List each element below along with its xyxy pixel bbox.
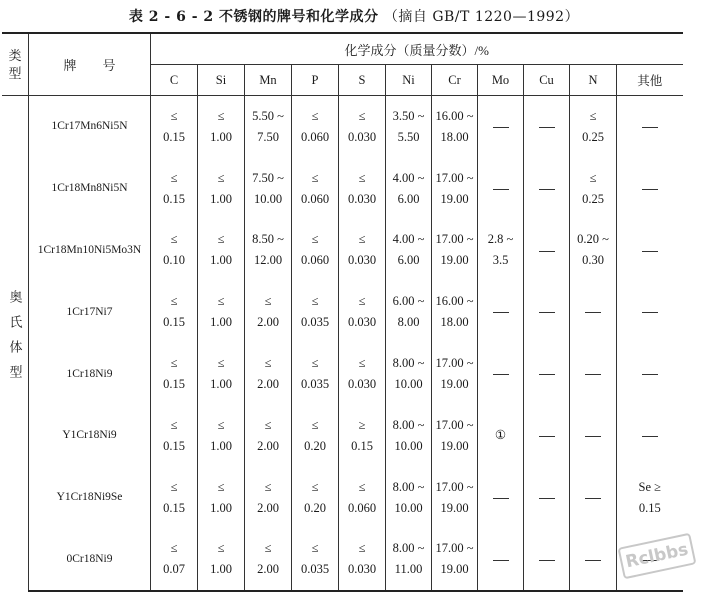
table-row: [2, 467, 683, 529]
value-bound: 8.00 ~: [392, 479, 425, 494]
value-bound: ≤: [589, 108, 597, 123]
value-bound: ≥: [358, 417, 366, 432]
value-cell: [386, 405, 432, 467]
type-cell: [2, 96, 29, 592]
value-number: 18.00: [440, 129, 469, 144]
dash-mark: [539, 374, 555, 375]
element-header: P: [292, 65, 339, 96]
value-cell: [386, 467, 432, 529]
value-cell: [432, 158, 478, 220]
value-number: 6.00: [397, 191, 420, 206]
value-number: 5.50: [397, 129, 420, 144]
value-cell: [617, 220, 683, 282]
dash-mark: [642, 251, 658, 252]
value-number: 0.30: [582, 253, 604, 268]
value-cell: [432, 343, 478, 405]
value-bound: 8.50 ~: [252, 232, 284, 247]
value-cell: [478, 158, 524, 220]
value-number: 10.00: [394, 377, 423, 392]
value-number: 0.030: [347, 315, 377, 330]
value-number: 0.15: [163, 129, 185, 144]
grade-cell: 0Cr18Ni9: [29, 529, 151, 592]
value-cell: [570, 158, 617, 220]
value-bound: ≤: [358, 541, 366, 556]
grade-cell: 1Cr17Ni7: [29, 281, 151, 343]
value-cell: [524, 467, 570, 529]
value-number: 3.5: [492, 253, 509, 268]
table-row: [2, 343, 683, 405]
value-number: 2.00: [257, 562, 279, 577]
dash-mark: [585, 560, 601, 561]
value-cell: [151, 96, 198, 158]
value-number: 7.50: [257, 129, 279, 144]
element-header: Cu: [524, 65, 570, 96]
value-bound: 17.00 ~: [435, 479, 474, 494]
value-bound: ≤: [217, 108, 225, 123]
value-cell: [198, 467, 245, 529]
table-row: [2, 281, 683, 343]
composition-table: [2, 32, 683, 592]
value-cell: [292, 158, 339, 220]
value-number: 19.00: [440, 191, 469, 206]
value-number: 0.10: [163, 253, 185, 268]
value-cell: [524, 281, 570, 343]
value-bound: 2.8 ~: [487, 232, 514, 247]
value-number: 0.035: [300, 562, 330, 577]
grade-cell: 1Cr18Mn10Ni5Mo3N: [29, 220, 151, 282]
table-title: [0, 6, 708, 26]
value-cell: [478, 96, 524, 158]
value-number: 1.00: [210, 191, 232, 206]
value-number: 0.060: [300, 191, 330, 206]
element-header: Ni: [386, 65, 432, 96]
value-cell: [570, 467, 617, 529]
value-bound: ≤: [264, 417, 272, 432]
value-number: 1.00: [210, 315, 232, 330]
value-number: 6.00: [397, 253, 420, 268]
dash-mark: [585, 312, 601, 313]
value-cell: [524, 529, 570, 592]
type-label: 奥氏体型: [7, 290, 23, 391]
value-bound: ≤: [170, 108, 178, 123]
value-cell: [478, 405, 524, 467]
value-bound: 17.00 ~: [435, 170, 474, 185]
value-cell: [570, 220, 617, 282]
value-bound: ≤: [358, 108, 366, 123]
value-cell: [570, 529, 617, 592]
value-cell: [245, 281, 292, 343]
value-cell: [524, 343, 570, 405]
value-cell: [617, 96, 683, 158]
value-number: 8.00: [397, 315, 420, 330]
dash-mark: [493, 560, 509, 561]
value-number: 0.060: [300, 253, 330, 268]
value-number: 0.030: [347, 129, 377, 144]
value-bound: ≤: [264, 356, 272, 371]
value-bound: ≤: [311, 417, 319, 432]
dash-mark: [493, 498, 509, 499]
value-cell: [570, 405, 617, 467]
table-row: [2, 220, 683, 282]
value-bound: ≤: [311, 170, 319, 185]
value-cell: [339, 281, 386, 343]
value-cell: [339, 405, 386, 467]
element-header: Mo: [478, 65, 524, 96]
element-header: Mn: [245, 65, 292, 96]
value-cell: [198, 158, 245, 220]
value-number: 2.00: [257, 438, 279, 453]
dash-mark: [539, 127, 555, 128]
value-cell: [198, 281, 245, 343]
value-number: 19.00: [440, 377, 469, 392]
table-row: [2, 405, 683, 467]
value-bound: 5.50 ~: [252, 108, 284, 123]
element-header: Si: [198, 65, 245, 96]
value-number: 0.030: [347, 191, 377, 206]
value-bound: 16.00 ~: [435, 108, 474, 123]
dash-mark: [539, 189, 555, 190]
value-number: 0.15: [163, 438, 185, 453]
table-title-main: 表 2 - 6 - 2 不锈钢的牌号和化学成分: [128, 9, 379, 25]
value-bound: 8.00 ~: [392, 356, 425, 371]
value-number: 0.15: [163, 315, 185, 330]
value-number: 2.00: [257, 377, 279, 392]
value-bound: ≤: [311, 356, 319, 371]
grade-cell: Y1Cr18Ni9: [29, 405, 151, 467]
dash-mark: [585, 498, 601, 499]
value-number: 2.00: [257, 315, 279, 330]
value-bound: ≤: [217, 232, 225, 247]
dash-mark: [642, 374, 658, 375]
value-bound: ≤: [264, 294, 272, 309]
dash-mark: [585, 436, 601, 437]
dash-mark: [493, 312, 509, 313]
value-number: 1.00: [210, 562, 232, 577]
value-cell: [151, 281, 198, 343]
value-number: 12.00: [253, 253, 283, 268]
value-bound: ≤: [311, 108, 319, 123]
value-cell: [339, 96, 386, 158]
value-cell: [292, 96, 339, 158]
value-bound: ≤: [264, 479, 272, 494]
value-cell: [339, 529, 386, 592]
value-cell: [524, 96, 570, 158]
value-number: 19.00: [440, 253, 469, 268]
value-cell: [151, 158, 198, 220]
composition-header: 化学成分（质量分数）/%: [151, 33, 683, 65]
value-cell: [151, 220, 198, 282]
value-cell: [339, 220, 386, 282]
dash-mark: [493, 127, 509, 128]
value-number: 0.15: [163, 377, 185, 392]
value-cell: [432, 96, 478, 158]
value-bound: ≤: [589, 170, 597, 185]
value-number: 1.00: [210, 129, 232, 144]
value-number: 11.00: [394, 562, 423, 577]
value-number: 10.00: [394, 500, 423, 515]
value-cell: [198, 343, 245, 405]
value-number: 0.25: [582, 191, 604, 206]
value-cell: [339, 467, 386, 529]
value-bound: ≤: [311, 232, 319, 247]
value-cell: [245, 405, 292, 467]
value-cell: [245, 158, 292, 220]
value-bound: ≤: [170, 170, 178, 185]
value-number: 0.15: [351, 438, 373, 453]
element-header: 其他: [617, 65, 683, 96]
value-cell: [617, 343, 683, 405]
value-number: 19.00: [440, 562, 469, 577]
value-number: 2.00: [257, 500, 279, 515]
value-bound: ≤: [358, 479, 366, 494]
value-bound: 17.00 ~: [435, 541, 474, 556]
element-header: S: [339, 65, 386, 96]
value-number: 19.00: [440, 500, 469, 515]
value-number: 0.060: [347, 500, 377, 515]
value-bound: Se ≥: [638, 479, 661, 494]
value-bound: ≤: [170, 541, 178, 556]
value-cell: [570, 281, 617, 343]
value-bound: ≤: [311, 479, 319, 494]
grade-cell: Y1Cr18Ni9Se: [29, 467, 151, 529]
value-bound: ≤: [170, 479, 178, 494]
value-bound: ≤: [217, 479, 225, 494]
value-bound: 4.00 ~: [392, 232, 425, 247]
value-number: 0.20: [304, 500, 326, 515]
table-row: [2, 96, 683, 158]
value-bound: ≤: [264, 541, 272, 556]
value-cell: [432, 529, 478, 592]
value-cell: [151, 343, 198, 405]
watermark-logo: Rclbbs: [617, 533, 696, 580]
value-number: 1.00: [210, 438, 232, 453]
value-bound: 6.00 ~: [392, 294, 425, 309]
value-cell: [386, 220, 432, 282]
value-bound: 3.50 ~: [392, 108, 425, 123]
dash-mark: [539, 498, 555, 499]
dash-mark: [493, 189, 509, 190]
value-cell: [339, 343, 386, 405]
value-bound: ≤: [217, 541, 225, 556]
dash-mark: [539, 560, 555, 561]
value-bound: ≤: [170, 232, 178, 247]
value-cell: [292, 467, 339, 529]
value-cell: [198, 529, 245, 592]
value-bound: ≤: [217, 294, 225, 309]
value-cell: [478, 529, 524, 592]
value-cell: [570, 96, 617, 158]
table-title-source: （摘自 GB/T 1220—1992）: [383, 9, 580, 25]
value-bound: ≤: [170, 294, 178, 309]
value-bound: ≤: [358, 294, 366, 309]
value-number: 0.15: [163, 500, 185, 515]
value-cell: [151, 405, 198, 467]
value-bound: ≤: [170, 356, 178, 371]
value-number: 0.15: [163, 191, 185, 206]
note-mark: ①: [494, 428, 507, 443]
value-bound: ≤: [217, 170, 225, 185]
value-cell: [292, 529, 339, 592]
value-number: 0.035: [300, 315, 330, 330]
value-cell: [617, 467, 683, 529]
value-number: 19.00: [440, 438, 469, 453]
grade-header: 牌 号: [29, 33, 151, 96]
value-cell: [617, 281, 683, 343]
element-header: C: [151, 65, 198, 96]
value-cell: [245, 467, 292, 529]
value-cell: [151, 529, 198, 592]
value-bound: 7.50 ~: [252, 170, 284, 185]
value-number: 1.00: [210, 377, 232, 392]
value-bound: 17.00 ~: [435, 417, 474, 432]
type-header: 类型: [2, 33, 29, 96]
value-bound: ≤: [311, 541, 319, 556]
element-header: Cr: [432, 65, 478, 96]
value-cell: [245, 529, 292, 592]
dash-mark: [539, 436, 555, 437]
value-cell: [478, 220, 524, 282]
value-bound: 17.00 ~: [435, 356, 474, 371]
value-cell: [432, 405, 478, 467]
value-cell: [292, 281, 339, 343]
value-bound: ≤: [311, 294, 319, 309]
value-cell: [478, 281, 524, 343]
value-cell: [386, 281, 432, 343]
value-number: 10.00: [253, 191, 283, 206]
value-number: 0.07: [163, 562, 185, 577]
value-cell: [524, 405, 570, 467]
value-cell: [292, 343, 339, 405]
value-cell: [432, 467, 478, 529]
value-cell: [198, 220, 245, 282]
dash-mark: [539, 251, 555, 252]
dash-mark: [585, 374, 601, 375]
value-number: 1.00: [210, 500, 232, 515]
value-cell: [570, 343, 617, 405]
table-row: [2, 529, 683, 592]
value-number: 0.20: [304, 438, 326, 453]
value-cell: [245, 220, 292, 282]
dash-mark: [642, 127, 658, 128]
value-number: 1.00: [210, 253, 232, 268]
value-cell: [386, 529, 432, 592]
value-cell: [432, 281, 478, 343]
value-number: 0.060: [300, 129, 330, 144]
value-number: 0.030: [347, 377, 377, 392]
value-bound: 4.00 ~: [392, 170, 425, 185]
value-number: 0.030: [347, 253, 377, 268]
grade-cell: 1Cr18Mn8Ni5N: [29, 158, 151, 220]
grade-cell: 1Cr17Mn6Ni5N: [29, 96, 151, 158]
value-cell: [617, 158, 683, 220]
table-row: [2, 158, 683, 220]
value-cell: [524, 158, 570, 220]
dash-mark: [642, 436, 658, 437]
value-bound: ≤: [358, 232, 366, 247]
value-cell: [478, 467, 524, 529]
value-bound: ≤: [170, 417, 178, 432]
value-cell: [617, 405, 683, 467]
value-bound: ≤: [217, 417, 225, 432]
value-cell: [524, 220, 570, 282]
value-cell: [292, 405, 339, 467]
value-cell: [198, 96, 245, 158]
element-header: N: [570, 65, 617, 96]
value-bound: 17.00 ~: [435, 232, 474, 247]
dash-mark: [642, 189, 658, 190]
value-cell: [245, 343, 292, 405]
value-cell: [198, 405, 245, 467]
value-cell: [292, 220, 339, 282]
value-number: 18.00: [440, 315, 469, 330]
value-bound: 8.00 ~: [392, 541, 425, 556]
value-cell: [151, 467, 198, 529]
value-bound: ≤: [358, 356, 366, 371]
value-number: 0.030: [347, 562, 377, 577]
grade-cell: 1Cr18Ni9: [29, 343, 151, 405]
dash-mark: [539, 312, 555, 313]
value-cell: [386, 343, 432, 405]
value-cell: [478, 343, 524, 405]
value-cell: [432, 220, 478, 282]
value-cell: [386, 96, 432, 158]
value-number: 0.035: [300, 377, 330, 392]
value-bound: 0.20 ~: [577, 232, 609, 247]
value-bound: 16.00 ~: [435, 294, 474, 309]
value-cell: [386, 158, 432, 220]
dash-mark: [642, 312, 658, 313]
value-bound: ≤: [358, 170, 366, 185]
value-number: 0.25: [582, 129, 604, 144]
value-bound: ≤: [217, 356, 225, 371]
value-cell: [339, 158, 386, 220]
dash-mark: [493, 374, 509, 375]
value-number: 0.15: [638, 500, 661, 515]
value-number: 10.00: [394, 438, 423, 453]
value-cell: [245, 96, 292, 158]
value-bound: 8.00 ~: [392, 417, 425, 432]
